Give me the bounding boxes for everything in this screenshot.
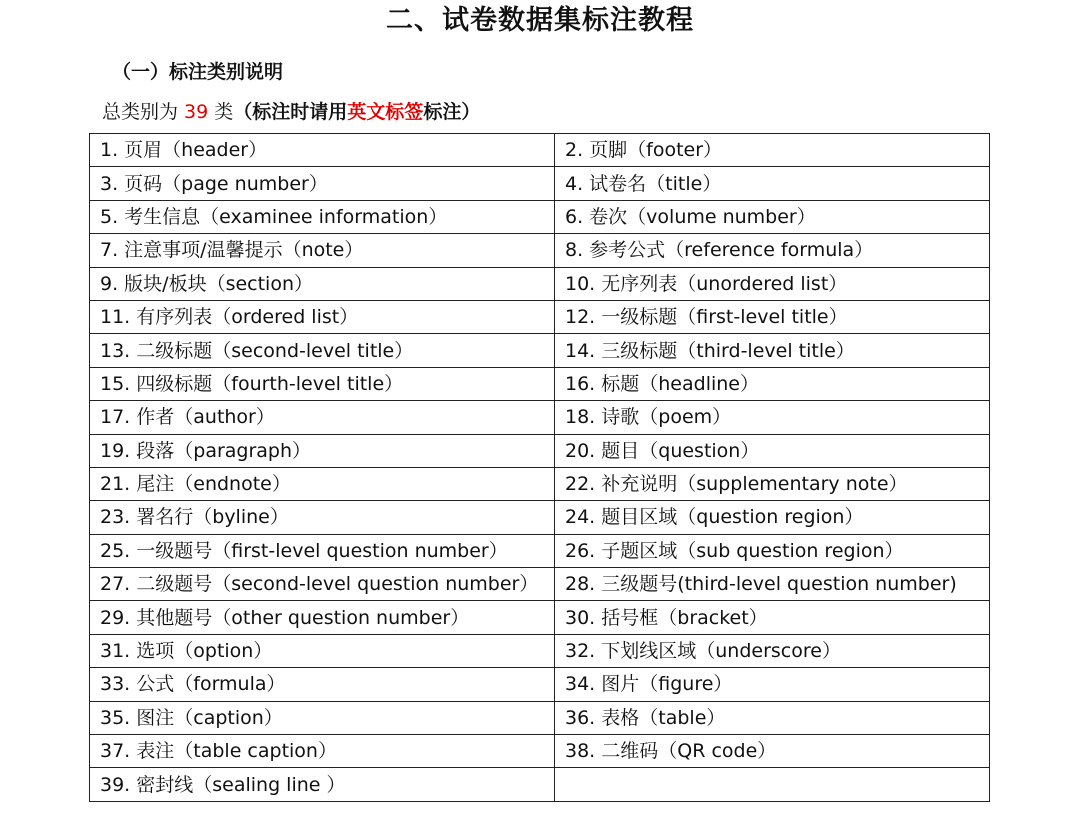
- category-cell: 16. 标题（headline）: [555, 367, 990, 400]
- table-row: [90, 467, 990, 500]
- category-cell: 18. 诗歌（poem）: [555, 401, 990, 434]
- category-cell: 26. 子题区域（sub question region）: [555, 534, 990, 567]
- summary-suffix: 类: [208, 101, 234, 123]
- table-row: [90, 267, 990, 300]
- category-cell: 10. 无序列表（unordered list）: [555, 267, 990, 300]
- category-cell: [555, 768, 990, 801]
- category-table: [89, 133, 990, 802]
- category-cell: 33. 公式（formula）: [90, 668, 555, 701]
- category-cell: 13. 二级标题（second-level title）: [90, 334, 555, 367]
- category-cell: 8. 参考公式（reference formula）: [555, 234, 990, 267]
- category-cell: 6. 卷次（volume number）: [555, 200, 990, 233]
- table-row: [90, 367, 990, 400]
- section-heading: （一）标注类别说明: [112, 61, 284, 83]
- category-cell: 25. 一级题号（first-level question number）: [90, 534, 555, 567]
- category-cell: 32. 下划线区域（underscore）: [555, 634, 990, 667]
- category-cell: 28. 三级题号(third-level question number): [555, 568, 990, 601]
- category-cell: 19. 段落（paragraph）: [90, 434, 555, 467]
- category-cell: 22. 补充说明（supplementary note）: [555, 467, 990, 500]
- table-row: [90, 200, 990, 233]
- category-cell: 34. 图片（figure）: [555, 668, 990, 701]
- table-row: [90, 401, 990, 434]
- category-cell: 5. 考生信息（examinee information）: [90, 200, 555, 233]
- category-summary: [102, 98, 480, 126]
- category-cell: 9. 版块/板块（section）: [90, 267, 555, 300]
- category-cell: 11. 有序列表（ordered list）: [90, 300, 555, 333]
- category-cell: 12. 一级标题（first-level title）: [555, 300, 990, 333]
- category-cell: 14. 三级标题（third-level title）: [555, 334, 990, 367]
- table-row: [90, 735, 990, 768]
- summary-note-close: 标注）: [423, 101, 481, 123]
- category-cell: 27. 二级题号（second-level question number）: [90, 568, 555, 601]
- table-row: [90, 300, 990, 333]
- table-row: [90, 234, 990, 267]
- category-cell: 29. 其他题号（other question number）: [90, 601, 555, 634]
- category-cell: 21. 尾注（endnote）: [90, 467, 555, 500]
- category-cell: 23. 署名行（byline）: [90, 501, 555, 534]
- summary-note-accent: 英文标签: [347, 101, 424, 123]
- table-row: [90, 334, 990, 367]
- table-row: [90, 568, 990, 601]
- table-row: [90, 634, 990, 667]
- table-row: [90, 701, 990, 734]
- category-cell: 38. 二维码（QR code）: [555, 735, 990, 768]
- category-cell: 1. 页眉（header）: [90, 134, 555, 167]
- category-cell: 2. 页脚（footer）: [555, 134, 990, 167]
- category-cell: 15. 四级标题（fourth-level title）: [90, 367, 555, 400]
- document-title: 二、试卷数据集标注教程: [386, 5, 694, 36]
- table-row: [90, 167, 990, 200]
- category-cell: 17. 作者（author）: [90, 401, 555, 434]
- summary-note-open: （标注时请用: [233, 101, 348, 123]
- table-row: [90, 501, 990, 534]
- table-row: [90, 601, 990, 634]
- category-cell: 7. 注意事项/温馨提示（note）: [90, 234, 555, 267]
- table-row: [90, 534, 990, 567]
- category-cell: 35. 图注（caption）: [90, 701, 555, 734]
- table-row: [90, 134, 990, 167]
- category-cell: 30. 括号框（bracket）: [555, 601, 990, 634]
- category-cell: 4. 试卷名（title）: [555, 167, 990, 200]
- table-row: [90, 434, 990, 467]
- category-cell: 39. 密封线（sealing line ）: [90, 768, 555, 801]
- table-row: [90, 768, 990, 801]
- category-cell: 37. 表注（table caption）: [90, 735, 555, 768]
- category-cell: 3. 页码（page number）: [90, 167, 555, 200]
- summary-prefix: 总类别为: [102, 101, 185, 123]
- category-cell: 20. 题目（question）: [555, 434, 990, 467]
- table-row: [90, 668, 990, 701]
- category-count: 39: [184, 101, 209, 123]
- category-cell: 24. 题目区域（question region）: [555, 501, 990, 534]
- category-cell: 36. 表格（table）: [555, 701, 990, 734]
- category-table-body: [90, 134, 990, 802]
- category-cell: 31. 选项（option）: [90, 634, 555, 667]
